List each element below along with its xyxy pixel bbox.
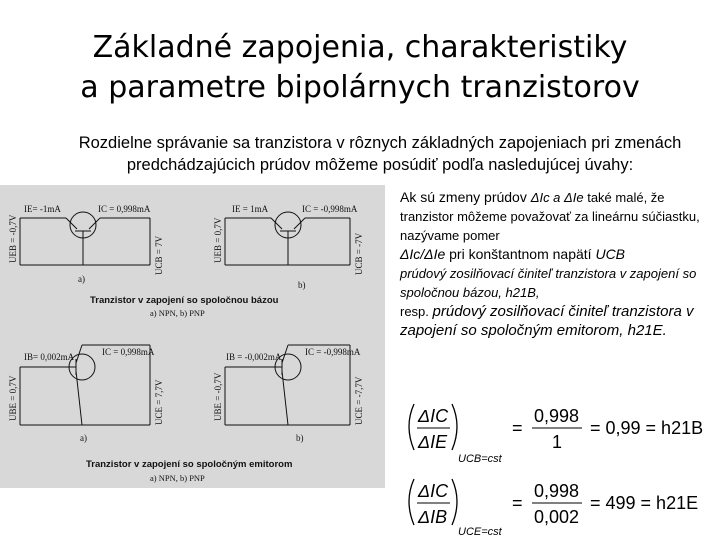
title-line-1: Základné zapojenia, charakteristiky	[92, 30, 628, 65]
eq1-den: 1	[552, 432, 563, 452]
text-s2: ΔIc a ΔIe	[530, 190, 584, 205]
transistor-figure	[0, 185, 385, 488]
circuit-cb-npn	[20, 212, 150, 265]
eq1-num: 0,998	[534, 406, 580, 426]
caption-bottom: Tranzistor v zapojení so spoločným emitorom	[86, 459, 293, 470]
text-s5: pri konštantnom napätí	[445, 246, 596, 262]
uce-label-bottom-a: UCE = 7,7V	[154, 379, 164, 425]
uce-label-bottom-b: UCE = -7,7V	[354, 376, 364, 425]
text-s6: UCB	[595, 246, 626, 262]
caption-top: Tranzistor v zapojení so spoločnou bázou	[90, 295, 279, 306]
ic-label-bottom-a: IC = 0,998mA	[102, 347, 155, 357]
ie-label-top-b: IE = 1mA	[232, 204, 269, 214]
ube-label-bottom-a: UBE = 0,7V	[8, 375, 18, 421]
eq2-result: = 499 = h21E	[590, 493, 699, 513]
text-s9: prúdový zosilňovací činiteľ tranzistora v zapojení so spoločným emitorom, h21E.	[400, 303, 694, 339]
equation-h21b	[400, 398, 715, 466]
ube-label-bottom-b: UBE = -0,7V	[213, 372, 223, 421]
ueb-label-top-b: UEB = 0,7V	[213, 217, 223, 263]
ucb-label-top-b: UCB = -7V	[354, 232, 364, 275]
text-s7: prúdový zosilňovací činiteľ tranzistora v zapojení so spoločnou bázou, h21B,	[400, 266, 697, 300]
explanation-text	[400, 188, 718, 340]
page-title	[0, 28, 720, 108]
svg-text:=: =	[512, 493, 523, 513]
eq1-num-left: ΔIC	[418, 406, 449, 426]
subcaption-bottom: a) NPN, b) PNP	[150, 473, 205, 483]
intro-paragraph: Rozdielne správanie sa tranzistora v rôznych základných zapojeniach pri zmenách predchádzajúcich prúdov môžeme posúdiť podľa nasledujúcej úvahy:	[78, 134, 682, 174]
svg-text:=: =	[512, 418, 523, 438]
ueb-label-top-a: UEB = -0,7V	[8, 214, 18, 263]
text-s3: také malé, že tranzistor môžeme považovať za lineárnu súčiastku, nazývame pomer	[400, 190, 700, 243]
eq2-den-left: ΔIB	[418, 507, 448, 527]
text-s4: ΔIc/ΔIe	[400, 246, 446, 262]
ic-label-top-b: IC = -0,998mA	[302, 204, 358, 214]
ucb-label-top-a: UCB = 7V	[154, 235, 164, 275]
label-bottom-a: a)	[80, 433, 87, 443]
ie-label-top-a: IE= -1mA	[24, 204, 61, 214]
eq2-num-left: ΔIC	[418, 481, 449, 501]
text-s1: Ak sú zmeny prúdov	[400, 189, 531, 205]
label-top-a: a)	[78, 274, 85, 284]
eq2-den: 0,002	[534, 507, 580, 527]
circuit-cb-pnp	[225, 212, 350, 265]
title-line-2: a parametre bipolárnych tranzistorov	[80, 70, 640, 105]
ib-label-bottom-a: IB= 0,002mA	[24, 352, 75, 362]
label-top-b: b)	[298, 280, 306, 290]
ic-label-bottom-b: IC = -0,998mA	[305, 347, 361, 357]
ic-label-top-a: IC = 0,998mA	[98, 204, 151, 214]
eq1-result: = 0,99 = h21B	[590, 418, 704, 438]
eq2-num: 0,998	[534, 481, 580, 501]
equation-h21e	[400, 473, 715, 539]
text-s8: resp.	[400, 304, 433, 319]
eq2-sub: UCE=cst	[458, 526, 502, 538]
label-bottom-b: b)	[296, 433, 304, 443]
eq1-sub: UCB=cst	[458, 453, 502, 465]
subcaption-top: a) NPN, b) PNP	[150, 308, 205, 318]
ib-label-bottom-b: IB = -0,002mA	[226, 352, 282, 362]
eq1-den-left: ΔIE	[418, 432, 448, 452]
